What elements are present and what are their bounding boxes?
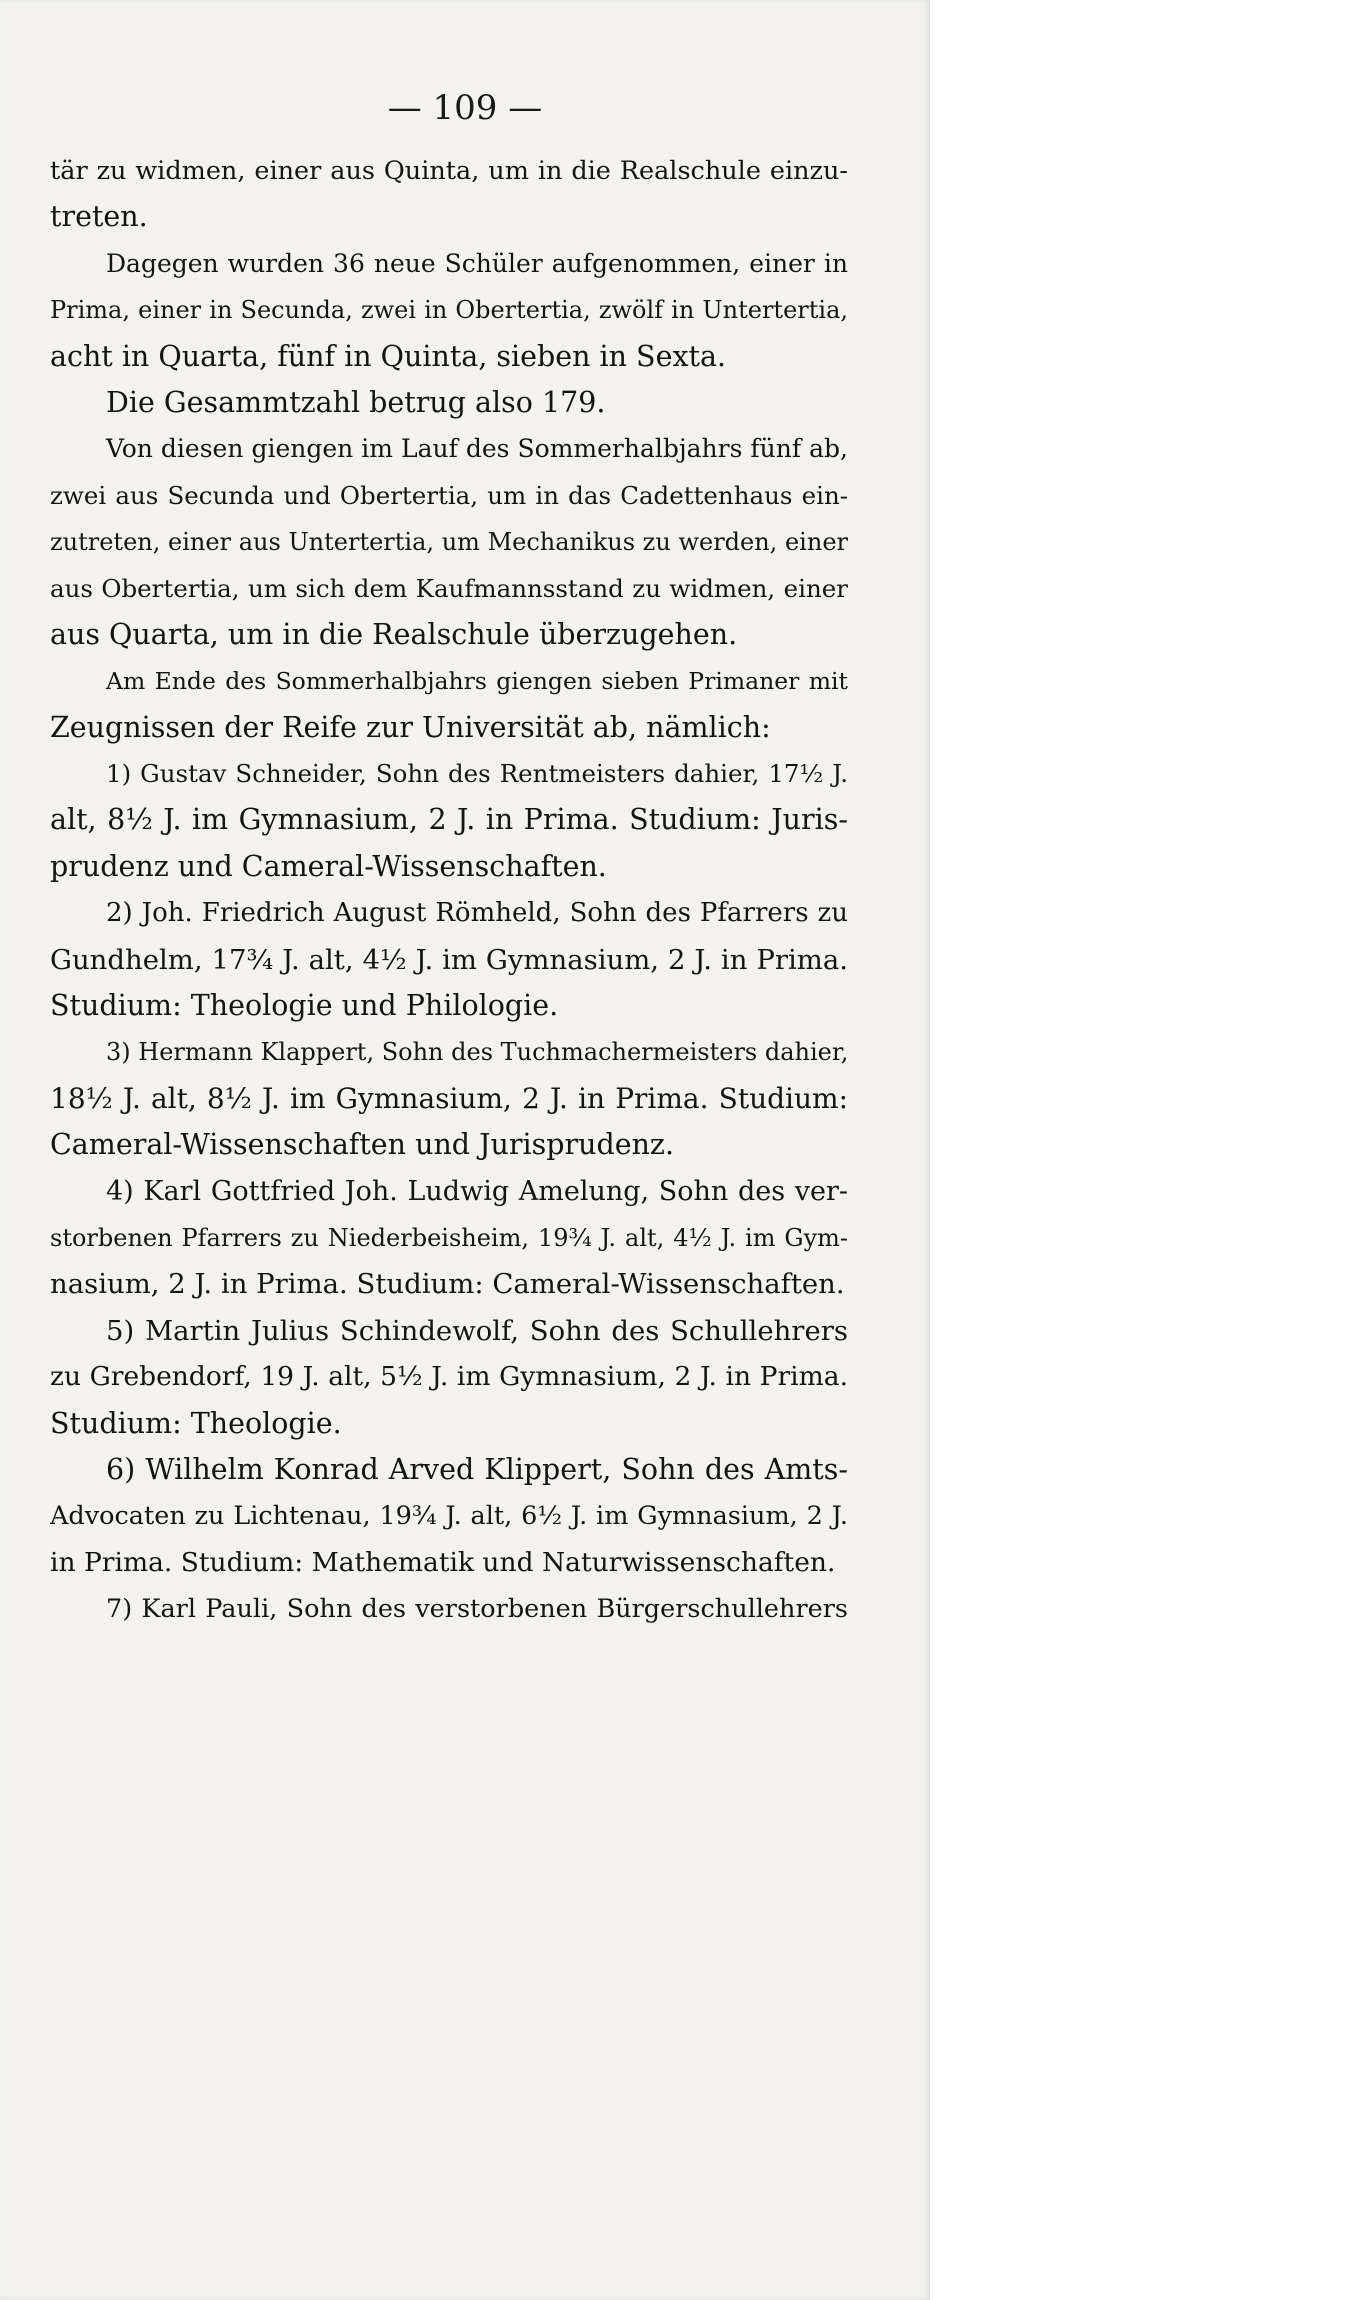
text-line: 1) Gustav Schneider, Sohn des Rentmeisters dahier, 17½ J.: [106, 759, 848, 789]
text-line: Studium: Theologie und Philologie.: [50, 989, 559, 1023]
page-body-text: [50, 148, 848, 1633]
text-line: Zeugnissen der Reife zur Universität ab, nämlich:: [50, 710, 771, 744]
text-line: Die Gesammtzahl betrug also 179.: [106, 385, 606, 419]
text-line: zu Grebendorf, 19 J. alt, 5½ J. im Gymnasium, 2 J. in Prima.: [50, 1361, 848, 1393]
text-line: Von diesen giengen im Lauf des Sommerhalbjahrs fünf ab,: [106, 434, 848, 464]
text-line: 18½ J. alt, 8½ J. im Gymnasium, 2 J. in Prima. Studium:: [50, 1081, 848, 1115]
text-line: treten.: [50, 200, 148, 234]
text-line: tär zu widmen, einer aus Quinta, um in die Realschule einzu-: [50, 156, 848, 186]
text-line: aus Obertertia, um sich dem Kaufmannsstand zu widmen, einer: [50, 573, 848, 603]
text-line: alt, 8½ J. im Gymnasium, 2 J. in Prima. Studium: Juris-: [50, 803, 848, 837]
text-line: Cameral-Wissenschaften und Jurisprudenz.: [50, 1128, 675, 1162]
text-line: Gundhelm, 17¾ J. alt, 4½ J. im Gymnasium, 2 J. in Prima.: [50, 943, 848, 976]
text-line: 5) Martin Julius Schindewolf, Sohn des Schullehrers: [106, 1314, 848, 1347]
text-line: aus Quarta, um in die Realschule überzugehen.: [50, 617, 738, 651]
text-line: 6) Wilhelm Konrad Arved Klippert, Sohn des Amts-: [106, 1452, 848, 1486]
text-line: Advocaten zu Lichtenau, 19¾ J. alt, 6½ J. im Gymnasium, 2 J.: [50, 1501, 848, 1532]
text-line: in Prima. Studium: Mathematik und Naturwissenschaften.: [50, 1546, 836, 1578]
text-line: 2) Joh. Friedrich August Römheld, Sohn des Pfarrers zu: [106, 898, 848, 929]
text-line: prudenz und Cameral-Wissenschaften.: [50, 849, 607, 883]
text-line: nasium, 2 J. in Prima. Studium: Cameral-Wissenschaften.: [50, 1268, 845, 1301]
text-line: Am Ende des Sommerhalbjahrs giengen sieben Primaner mit: [106, 667, 848, 696]
text-line: storbenen Pfarrers zu Niederbeisheim, 19¾ J. alt, 4½ J. im Gym-: [50, 1223, 848, 1252]
text-line: 4) Karl Gottfried Joh. Ludwig Amelung, Sohn des ver-: [106, 1175, 848, 1207]
text-line: zutreten, einer aus Untertertia, um Mechanikus zu werden, einer: [50, 528, 848, 557]
text-line: zwei aus Secunda und Obertertia, um in das Cadettenhaus ein-: [50, 480, 848, 510]
text-line: Studium: Theologie.: [50, 1406, 342, 1440]
text-line: acht in Quarta, fünf in Quinta, sieben in Sexta.: [50, 339, 727, 373]
text-line: 7) Karl Pauli, Sohn des verstorbenen Bürgerschullehrers: [106, 1594, 848, 1625]
text-line: Prima, einer in Secunda, zwei in Obertertia, zwölf in Untertertia,: [50, 296, 848, 325]
text-line: Dagegen wurden 36 neue Schüler aufgenommen, einer in: [106, 248, 848, 278]
page-number: — 109 —: [387, 88, 543, 128]
text-line: 3) Hermann Klappert, Sohn des Tuchmachermeisters dahier,: [106, 1038, 848, 1067]
